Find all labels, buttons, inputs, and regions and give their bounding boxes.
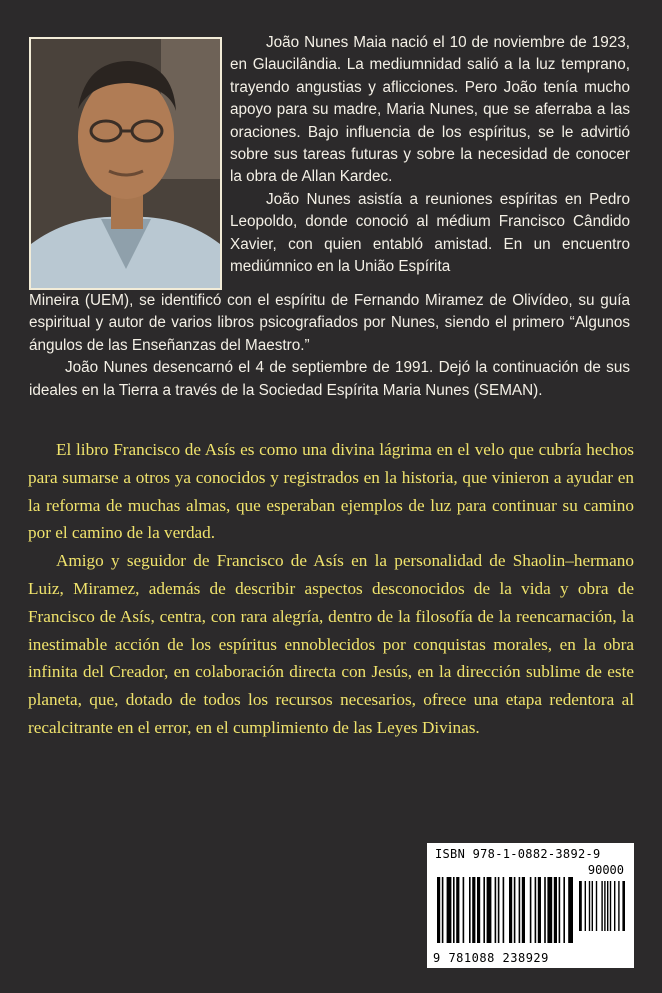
bio-paragraph-3: João Nunes desencarnó el 4 de septiembre de 1991. Dejó la continuación de sus ideales en la Tierra a través de la Sociedad Espírita Maria Nunes (SEMAN). bbox=[29, 359, 630, 399]
isbn-label: ISBN 978-1-0882-3892-9 bbox=[435, 847, 601, 861]
author-bio-wide bbox=[29, 290, 630, 402]
bio-paragraph-2a: João Nunes asistía a reuniones espíritas en Pedro Leopoldo, donde conoció al médium Francisco Cândido Xavier, con quien entabló amistad. En un encuentro mediúmnico en la União Espírita bbox=[230, 190, 630, 276]
author-bio bbox=[230, 32, 630, 278]
isbn-barcode bbox=[427, 843, 634, 968]
bio-paragraph-2b: Mineira (UEM), se identificó con el espíritu de Fernando Miramez de Olivídeo, su guía espiritual y autor de varios libros psicografiados por Nunes, siendo el primero “Algunos ángulos de las Enseñanzas del Maestro.” bbox=[29, 292, 630, 354]
book-blurb bbox=[28, 436, 634, 742]
barcode-bars bbox=[437, 877, 625, 945]
price-code: 90000 bbox=[587, 863, 624, 877]
blurb-paragraph-2: Amigo y seguidor de Francisco de Asís en la personalidad de Shaolin–hermano Luiz, Miramez, además de describir aspectos desconocidos de la vida y obra de Francisco de Asís, centra, con rara alegría, dentro de la filosofía de la reencarnación, la inestimable acción de los espíritus ennoblecidos por conquistas morales, en la obra infinita del Creador, en colaboración directa con Jesús, en la dirección sublime de este planeta, que, dotado de todos los recursos necesarios, ofrece una etapa redentora al recalcitrante en el error, en el cumplimiento de las Leyes Divinas. bbox=[28, 551, 634, 737]
blurb-paragraph-1: El libro Francisco de Asís es como una divina lágrima en el velo que cubría hechos para sumarse a otros ya conocidos y registrados en la historia, que vinieron a ayudar en la reforma de muchas almas, que esperaban ejemplos de luz para continuar su camino por el camino de la verdad. bbox=[28, 440, 634, 543]
barcode-digits: 9 781088 238929 bbox=[433, 951, 549, 965]
bio-paragraph-1: João Nunes Maia nació el 10 de noviembre de 1923, en Glaucilândia. La mediumnidad salió a la luz temprano, trayendo angustias y aflicciones. Pero João tenía mucho apoyo para su madre, Maria Nunes, que se aferraba a las oraciones. Bajo influencia de los espíritus, se le advirtió sobre sus tareas futuras y sobre la necesidad de conocer la obra de Allan Kardec. bbox=[230, 34, 630, 186]
author-photo bbox=[29, 37, 222, 290]
